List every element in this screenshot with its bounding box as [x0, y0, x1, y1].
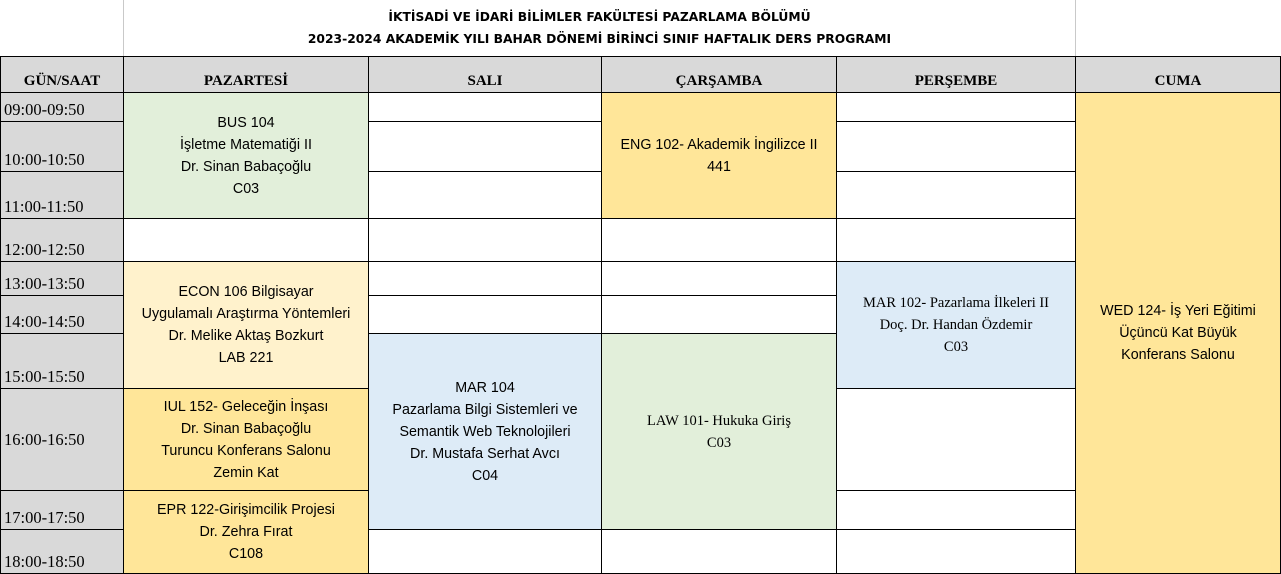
course-line: IUL 152- Geleceğin İnşası	[163, 398, 329, 415]
empty-cell	[368, 92, 602, 122]
course-eng102	[601, 92, 837, 219]
empty-cell	[368, 529, 602, 574]
course-line: ENG 102- Akademik İngilizce II	[620, 136, 818, 153]
time-slot: 13:00-13:50	[0, 261, 124, 296]
header-day-monday: PAZARTESİ	[123, 56, 369, 93]
header-day-tuesday: SALI	[368, 56, 602, 93]
course-line: Uygulamalı Araştırma Yöntemleri	[141, 306, 351, 322]
course-line: Dr. Melike Aktaş Bozkurt	[168, 328, 324, 344]
empty-cell	[836, 92, 1076, 122]
course-line: LAW 101- Hukuka Giriş	[647, 412, 791, 429]
header-corner: GÜN/SAAT	[0, 56, 124, 93]
course-line: MAR 104	[455, 379, 515, 396]
empty-cell	[836, 388, 1076, 491]
course-line: MAR 102- Pazarlama İlkeleri II	[862, 295, 1049, 311]
empty-cell	[368, 295, 602, 334]
course-line: Turuncu Konferans Salonu	[161, 442, 331, 459]
course-line: İşletme Matematiği II	[180, 136, 312, 153]
time-slot: 11:00-11:50	[0, 171, 124, 219]
course-line: Doç. Dr. Handan Özdemir	[879, 317, 1033, 333]
course-line: LAB 221	[218, 350, 274, 366]
empty-cell	[601, 261, 837, 296]
empty-cell	[601, 529, 837, 574]
empty-cell	[368, 121, 602, 172]
empty-cell	[368, 218, 602, 262]
time-slot: 12:00-12:50	[0, 218, 124, 262]
course-mar104	[368, 333, 602, 530]
header-day-friday: CUMA	[1075, 56, 1281, 93]
course-line: EPR 122-Girişimcilik Projesi	[157, 502, 335, 518]
schedule-title	[124, 0, 1075, 56]
empty-cell	[601, 295, 837, 334]
course-line: Pazarlama Bilgi Sistemleri ve	[392, 401, 578, 418]
course-line: C108	[228, 546, 264, 562]
course-line: C04	[471, 467, 499, 484]
time-slot: 10:00-10:50	[0, 121, 124, 172]
header-day-thursday: PERŞEMBE	[836, 56, 1076, 93]
course-line: WED 124- İş Yeri Eğitimi	[1100, 303, 1256, 319]
course-iul152	[123, 388, 369, 491]
empty-cell	[836, 529, 1076, 574]
header-day-wednesday: ÇARŞAMBA	[601, 56, 837, 93]
empty-cell	[836, 171, 1076, 219]
empty-cell	[368, 171, 602, 219]
course-bus104	[123, 92, 369, 219]
course-epr122	[123, 490, 369, 574]
course-law101	[601, 333, 837, 530]
time-slot: 17:00-17:50	[0, 490, 124, 530]
empty-cell	[836, 218, 1076, 262]
title-line-2: 2023-2024 AKADEMİK YILI BAHAR DÖNEMİ BİRİNCİ SINIF HAFTALIK DERS PROGRAMI	[307, 32, 892, 46]
time-slot: 15:00-15:50	[0, 333, 124, 389]
empty-cell	[368, 261, 602, 296]
time-slot: 18:00-18:50	[0, 529, 124, 574]
empty-cell	[601, 218, 837, 262]
title-line-1: İKTİSADİ VE İDARİ BİLİMLER FAKÜLTESİ PAZARLAMA BÖLÜMÜ	[388, 10, 811, 24]
course-line: Dr. Zehra Fırat	[199, 524, 293, 540]
course-wed124	[1075, 92, 1281, 574]
course-econ106	[123, 261, 369, 389]
course-line: Konferans Salonu	[1121, 347, 1235, 363]
course-line: Semantik Web Teknolojileri	[399, 423, 571, 440]
course-line: ECON 106 Bilgisayar	[178, 284, 314, 300]
time-slot: 14:00-14:50	[0, 295, 124, 334]
course-line: Dr. Sinan Babaçoğlu	[180, 158, 312, 175]
time-slot: 09:00-09:50	[0, 92, 124, 122]
course-line: 441	[707, 158, 731, 175]
empty-cell	[123, 218, 369, 262]
empty-cell	[836, 121, 1076, 172]
course-line: Dr. Sinan Babaçoğlu	[180, 420, 312, 437]
course-line: BUS 104	[217, 114, 275, 131]
course-line: C03	[943, 339, 969, 355]
empty-cell	[836, 490, 1076, 530]
course-line: C03	[706, 434, 732, 451]
gridline	[1075, 0, 1076, 57]
course-line: Dr. Mustafa Serhat Avcı	[410, 445, 560, 462]
time-slot: 16:00-16:50	[0, 388, 124, 491]
course-line: Üçüncü Kat Büyük	[1119, 325, 1237, 341]
course-line: C03	[232, 180, 260, 197]
course-mar102	[836, 261, 1076, 389]
course-line: Zemin Kat	[213, 464, 279, 481]
